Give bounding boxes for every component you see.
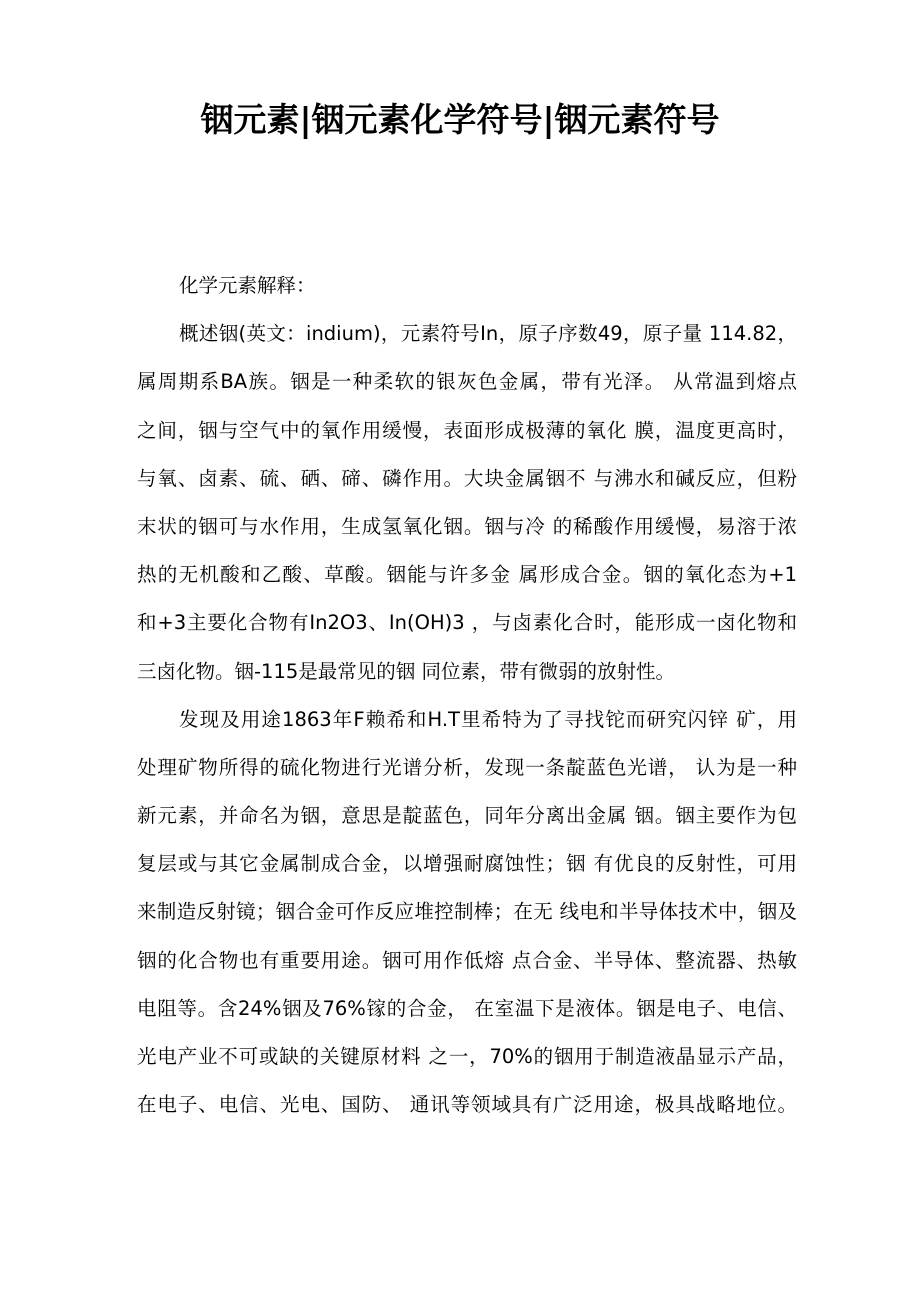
document-body <box>137 262 797 1129</box>
paragraph-discovery-and-uses <box>137 696 797 1130</box>
paragraph-line: 和+3主要化合物有In2O3、In(OH)3 ，与卤素化合时，能形成一卤化物和 <box>137 611 797 635</box>
paragraph-overview <box>137 310 797 696</box>
paragraph-line: 末状的铟可与水作用，生成氢氧化铟。铟与冷 的稀酸作用缓慢，易溶于浓 <box>137 514 797 538</box>
paragraph-line: 光电产业不可或缺的关键原材料 之一，70%的铟用于制造液晶显示产品， <box>137 1045 797 1068</box>
paragraph-line: 来制造反射镜；铟合金可作反应堆控制棒；在无 线电和半导体技术中，铟及 <box>137 900 797 924</box>
paragraph-line: 铟的化合物也有重要用途。铟可用作低熔 点合金、半导体、整流器、热敏 <box>137 948 797 972</box>
paragraph-line: 处理矿物所得的硫化物进行光谱分析，发现一条靛蓝色光谱， 认为是一种 <box>137 755 797 779</box>
paragraph-line: 发现及用途1863年F赖希和H.T里希特为了寻找铊而研究闪锌 矿，用 <box>179 707 797 731</box>
paragraph-line: 新元素，并命名为铟，意思是靛蓝色，同年分离出金属 铟。铟主要作为包 <box>137 804 797 828</box>
paragraph-line: 属周期系BA族。铟是一种柔软的银灰色金属，带有光泽。 从常温到熔点 <box>137 370 797 394</box>
paragraph-line: 概述铟(英文：indium)，元素符号In，原子序数49，原子量 114.82， <box>179 322 797 346</box>
section-heading: 化学元素解释： <box>179 274 316 297</box>
paragraph-line: 三卤化物。铟-115是最常见的铟 同位素，带有微弱的放射性。 <box>137 659 675 683</box>
paragraph-line: 热的无机酸和乙酸、草酸。铟能与许多金 属形成合金。铟的氧化态为+1 <box>137 563 797 587</box>
paragraph-line: 之间，铟与空气中的氧作用缓慢，表面形成极薄的氧化 膜，温度更高时， <box>137 418 797 442</box>
document-title: 铟元素|铟元素化学符号|铟元素符号 <box>200 100 720 139</box>
paragraph-line: 在电子、电信、光电、国防、 通讯等领域具有广泛用途，极具战略地位。 <box>137 1093 797 1117</box>
paragraph-line: 复层或与其它金属制成合金，以增强耐腐蚀性；铟 有优良的反射性，可用 <box>137 852 797 876</box>
paragraph-line: 与氧、卤素、硫、硒、碲、磷作用。大块金属铟不 与沸水和碱反应，但粉 <box>137 466 797 490</box>
paragraph-line: 电阻等。含24%铟及76%镓的合金， 在室温下是液体。铟是电子、电信、 <box>137 996 797 1020</box>
